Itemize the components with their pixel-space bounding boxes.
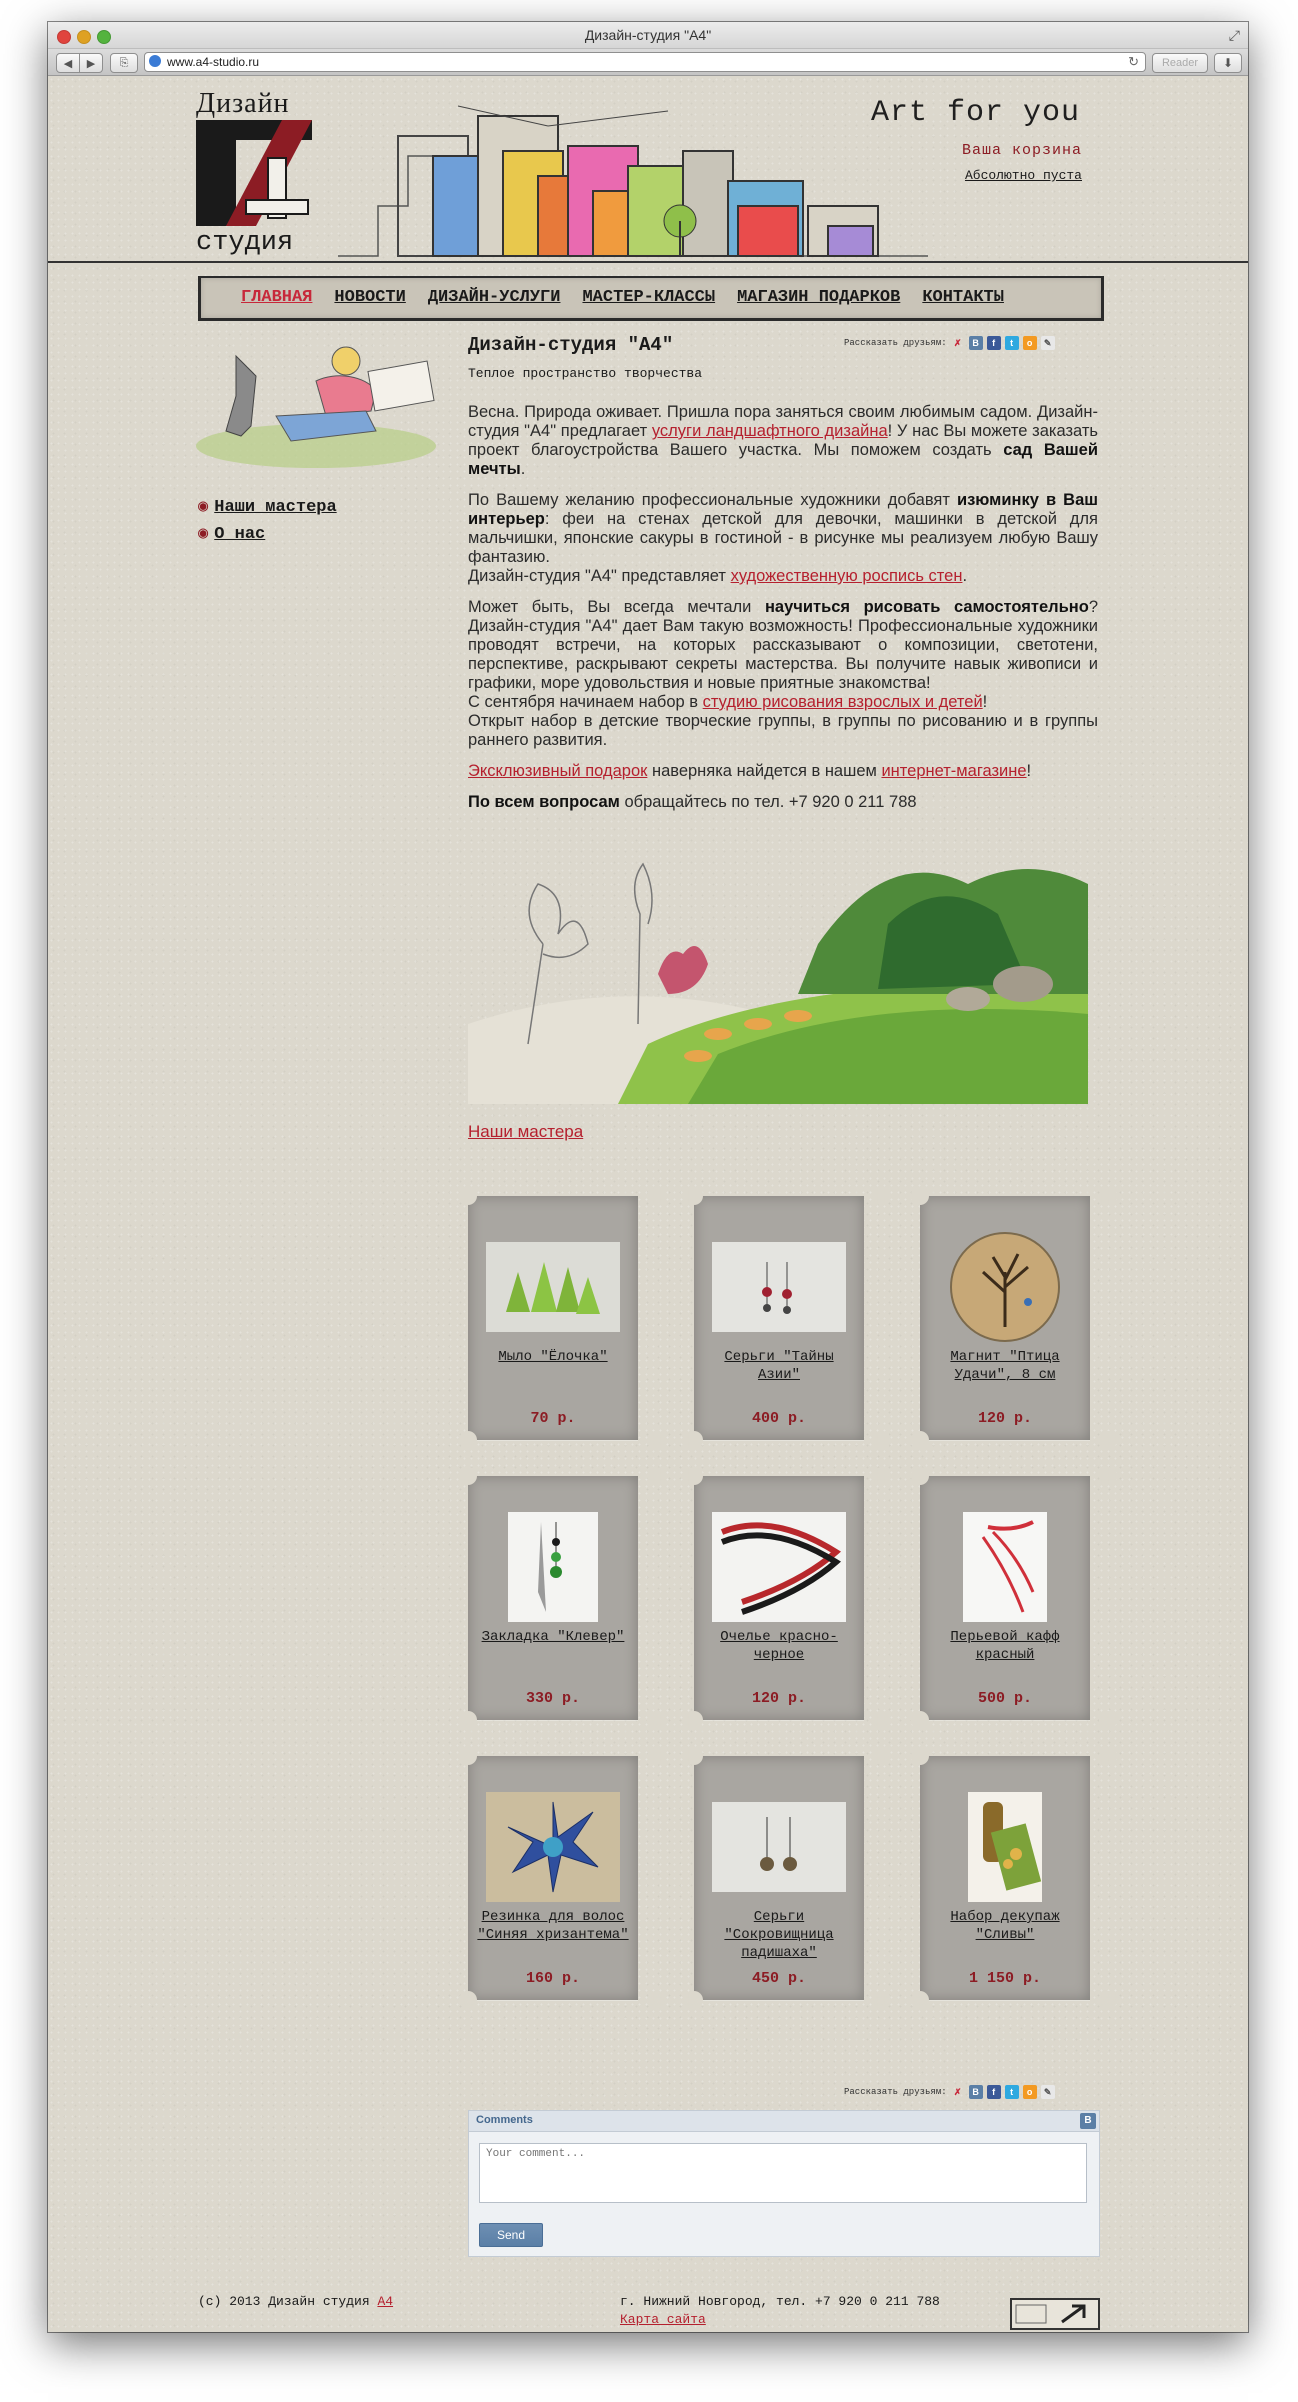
sidebar-item-about[interactable] [198,523,337,544]
product-price: 120 р. [751,1690,806,1707]
sidebar-item-masters[interactable] [198,496,337,517]
logo-text-bottom: студия [196,228,294,258]
text: Дизайн-студия "А4" представляет [468,567,731,585]
vk-icon[interactable]: В [1080,2113,1096,2129]
text: Весна. Природа оживает. Пришла пора заняться своим любимым садом. Дизайн-студия "А4" предлагает [468,403,1098,440]
text: Открыт набор в детские творческие группы, в группы по рисованию и в группы раннего развития. [468,712,1098,749]
text: С сентября начинаем набор в [468,693,703,711]
bold-text: сад Вашей мечты [468,441,1098,478]
sitemap-link[interactable]: Карта сайта [620,2312,706,2327]
back-button[interactable] [56,53,80,73]
copyright-text: (с) 2013 Дизайн студия [198,2294,378,2309]
globe-icon [149,55,161,67]
nav-item-home[interactable]: ГЛАВНАЯ [241,288,313,307]
downloads-button[interactable] [1214,53,1242,73]
cart-status[interactable]: Абсолютно пуста [964,168,1082,183]
product-name[interactable]: Резинка для волос "Синяя хризантема" [477,1909,629,1943]
window-title: Дизайн-студия "A4" [584,27,712,43]
paragraph-gift [468,762,1098,781]
twitter-share-icon[interactable]: t [1005,336,1019,350]
landscape-design-link[interactable]: услуги ландшафтного дизайна [651,422,888,440]
product-card[interactable] [694,1476,864,1720]
product-image-earrings [712,1232,846,1342]
product-name[interactable]: Магнит "Птица Удачи", 8 см [950,1349,1060,1383]
sidebar-item-label: Наши мастера [214,498,337,517]
reader-button[interactable]: Reader [1152,53,1208,73]
forward-button[interactable] [79,53,103,73]
facebook-share-icon[interactable]: f [987,2085,1001,2099]
vk-share-icon[interactable]: B [969,336,983,350]
main-content [468,334,1098,1142]
product-name[interactable]: Серьги "Сокровищница падишаха" [724,1909,834,1961]
bullet-icon: ◉ [198,498,209,517]
url-text: www.a4-studio.ru [167,55,260,69]
comments-header [469,2111,1099,2132]
footer-home-link[interactable]: А4 [377,2294,394,2309]
share-label: Рассказать друзьям: [844,338,947,348]
sidebar-item-label: О нас [214,525,266,544]
share-pin-icon[interactable]: ✗ [953,2087,962,2097]
text: Может быть, Вы всегда мечтали [468,598,765,616]
product-image-magnet [938,1232,1072,1342]
product-card[interactable] [920,1476,1090,1720]
product-image-decoupage-set [938,1792,1072,1902]
header-divider [48,261,1248,263]
fullscreen-icon[interactable]: ⤢ [1228,27,1240,43]
browser-toolbar [48,49,1248,76]
share-button[interactable] [110,53,138,73]
paragraph-interior [468,491,1098,586]
web-page [48,76,1248,2332]
page-title: Дизайн-студия "А4" [468,334,674,356]
product-image-soap [486,1232,620,1342]
download-icon: ⬇ [1222,56,1234,70]
main-navigation [198,276,1104,321]
product-price: 450 р. [751,1970,806,1987]
text: По Вашему желанию профессиональные художники добавят [468,491,957,509]
counter-badge[interactable] [1010,2298,1100,2330]
nav-item-design-services[interactable]: ДИЗАЙН-УСЛУГИ [427,288,561,307]
product-image-headband [712,1512,846,1622]
text: ? Дизайн-студия "А4" дает Вам такую возможность! Профессиональные художники проводят встречи, на которых рассказывают о композиции, светотени, перспективе, раскрывают секреты мастерства. Вы получите навык живописи и графики, море удовольствия и новые приятные знакомства! [468,598,1099,692]
vk-share-icon[interactable]: B [969,2085,983,2099]
nav-item-gift-shop[interactable]: МАГАЗИН ПОДАРКОВ [737,288,901,307]
nav-item-news[interactable]: НОВОСТИ [334,288,406,307]
product-price: 120 р. [977,1410,1032,1427]
livejournal-share-icon[interactable]: ✎ [1041,336,1055,350]
sidebar-menu [198,496,337,550]
online-shop-link[interactable]: интернет-магазине [881,762,1027,780]
city-illustration [338,96,928,261]
product-price: 70 р. [530,1410,576,1427]
footer-address: г. Нижний Новгород, тел. +7 920 0 211 788 [620,2294,940,2309]
text: ! [982,693,988,711]
text: : феи на стенах детской для девочки, машинки в детской для мальчишки, японские сакуры в гостиной - в рисунке мы реализуем любую Вашу фантазию. [468,510,1098,566]
share-bar-bottom [844,2085,1055,2099]
masters-link[interactable]: Наши мастера [468,1122,584,1141]
site-tagline: Art for you [870,96,1080,130]
logo-text-top: Дизайн [196,88,290,119]
share-label: Рассказать друзьям: [844,2087,947,2097]
bold-text: По всем вопросам [468,793,620,811]
product-name[interactable]: Набор декупаж "Сливы" [950,1909,1060,1943]
exclusive-gift-link[interactable]: Эксклюзивный подарок [468,762,648,780]
text: ! У нас Вы можете заказать проект благоустройства Вашего участка. Мы поможем создать [468,422,1099,459]
twitter-share-icon[interactable]: t [1005,2085,1019,2099]
product-card[interactable] [468,1756,638,2000]
product-card[interactable] [920,1196,1090,1440]
product-price: 500 р. [977,1690,1032,1707]
bullet-icon: ◉ [198,525,209,544]
girl-drawing-illustration [196,336,441,471]
browser-window [48,22,1248,2332]
nav-item-master-classes[interactable]: МАСТЕР-КЛАССЫ [582,288,716,307]
product-image-earrings-treasury [712,1792,846,1902]
product-image-feather-cuff [938,1512,1072,1622]
product-name[interactable]: Перьевой кафф красный [950,1629,1060,1663]
back-arrow-icon: ◀ [63,57,73,70]
share-bar-top [844,336,1055,350]
intro-text [468,403,1098,812]
product-image-bookmark [486,1512,620,1622]
bold-text: научиться рисовать самостоятельно [764,598,1089,616]
product-name[interactable]: Мыло "Ёлочка" [498,1349,608,1365]
site-logo[interactable] [196,88,320,258]
product-price: 400 р. [751,1410,806,1427]
product-image-chrysanthemum [486,1792,620,1902]
drawing-studio-link[interactable]: студию рисования взрослых и детей [702,693,983,711]
a4-logo-mark [196,118,320,228]
odnoklassniki-share-icon[interactable]: o [1023,336,1037,350]
comment-input[interactable] [479,2143,1087,2203]
title-bar [48,22,1248,49]
forward-arrow-icon: ▶ [86,57,96,70]
paragraph-contact [468,793,1098,812]
livejournal-share-icon[interactable]: ✎ [1041,2085,1055,2099]
comments-widget [468,2110,1100,2257]
product-card[interactable] [694,1196,864,1440]
paragraph-lessons [468,598,1098,750]
text: . [962,567,968,585]
wall-painting-link[interactable]: художественную роспись стен [730,567,963,585]
reload-icon[interactable]: ↻ [1128,54,1139,69]
facebook-share-icon[interactable]: f [987,336,1001,350]
product-price: 1 150 р. [968,1970,1041,1987]
product-name[interactable]: Закладка "Клевер" [481,1629,625,1645]
footer-copyright [198,2294,393,2309]
text: ! [1026,762,1032,780]
product-card[interactable] [468,1196,638,1440]
text: . [520,460,526,478]
page-subtitle: Теплое пространство творчества [468,366,703,381]
share-icon: ⎘ [119,56,129,69]
product-card[interactable] [920,1756,1090,2000]
product-name[interactable]: Серьги "Тайны Азии" [724,1349,834,1383]
paragraph-landscape [468,403,1098,479]
bold-text: изюминку в Ваш интерьер [468,491,1098,528]
product-price: 160 р. [525,1970,580,1987]
odnoklassniki-share-icon[interactable]: o [1023,2085,1037,2099]
text: обращайтесь по тел. +7 920 0 211 788 [619,793,917,811]
product-card[interactable] [694,1756,864,2000]
text: наверняка найдется в нашем [647,762,882,780]
address-bar[interactable] [144,52,1146,72]
product-name[interactable]: Очелье красно-черное [720,1629,838,1663]
cart-label[interactable]: Ваша корзина [961,142,1082,159]
garden-illustration [468,824,1088,1104]
product-card[interactable] [468,1476,638,1720]
comments-title: Comments [476,2114,533,2126]
nav-item-contacts[interactable]: КОНТАКТЫ [922,288,1004,307]
share-pin-icon[interactable]: ✗ [953,338,962,348]
send-button[interactable]: Send [479,2223,543,2247]
product-price: 330 р. [525,1690,580,1707]
